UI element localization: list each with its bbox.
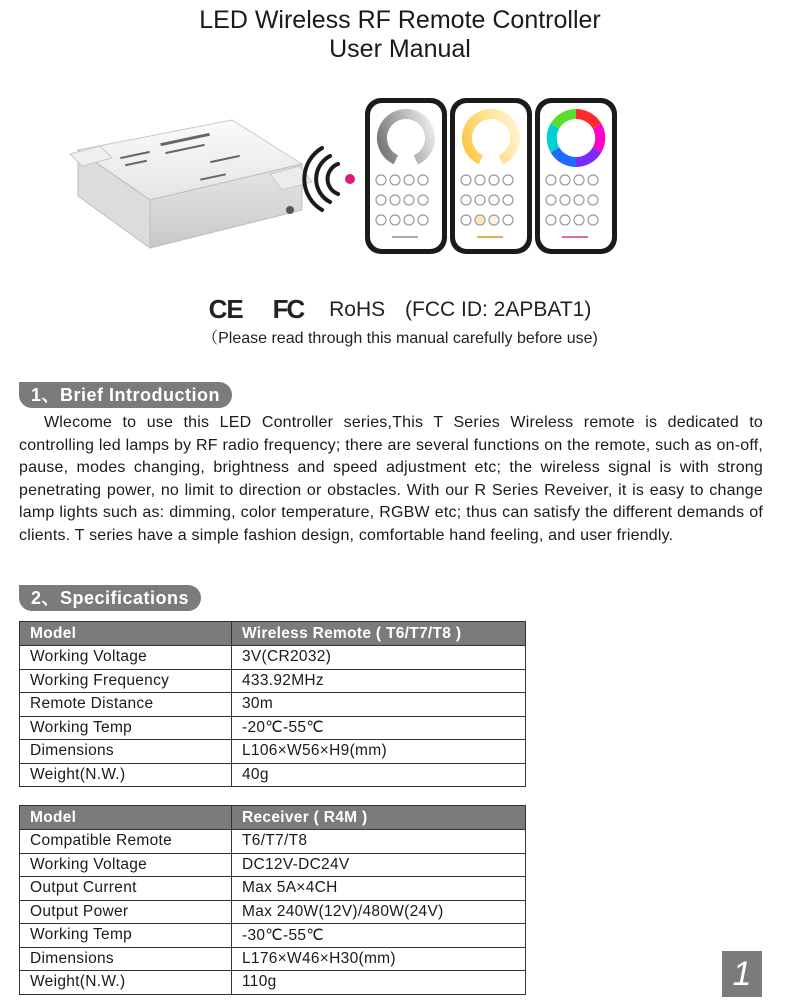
spec-label: Working Temp xyxy=(20,716,232,740)
table-row xyxy=(20,947,526,971)
spec-label: Output Power xyxy=(20,900,232,924)
spec-label: Working Temp xyxy=(20,924,232,948)
spec-value: Max 240W(12V)/480W(24V) xyxy=(232,900,526,924)
product-hero-image xyxy=(0,92,800,262)
spec-value: 3V(CR2032) xyxy=(232,646,526,670)
page-title xyxy=(0,6,800,64)
spec-value: -20℃-55℃ xyxy=(232,716,526,740)
table-row xyxy=(20,924,526,948)
spec-value: DC12V-DC24V xyxy=(232,853,526,877)
spec-label: Weight(N.W.) xyxy=(20,763,232,787)
spec-label: Remote Distance xyxy=(20,693,232,717)
certification-marks xyxy=(0,294,800,325)
spec-value: Max 5A×4CH xyxy=(232,877,526,901)
spec-label: Compatible Remote xyxy=(20,830,232,854)
table-row xyxy=(20,763,526,787)
table-row xyxy=(20,669,526,693)
table-header-row xyxy=(20,622,526,646)
table-header-cell: Receiver ( R4M ) xyxy=(232,806,526,830)
spec-label: Output Current xyxy=(20,877,232,901)
table-row xyxy=(20,693,526,717)
spec-label: Dimensions xyxy=(20,947,232,971)
table-header-cell: Wireless Remote ( T6/T7/T8 ) xyxy=(232,622,526,646)
spec-value: -30℃-55℃ xyxy=(232,924,526,948)
spec-label: Working Frequency xyxy=(20,669,232,693)
table-row xyxy=(20,971,526,995)
table-row xyxy=(20,877,526,901)
remote-spec-table xyxy=(19,621,526,787)
fc-mark: FC xyxy=(272,294,304,324)
spec-value: L106×W56×H9(mm) xyxy=(232,740,526,764)
spec-label: Working Voltage xyxy=(20,853,232,877)
table-row xyxy=(20,830,526,854)
led-receiver-box-icon xyxy=(70,120,312,248)
table-header-cell: Model xyxy=(20,622,232,646)
spec-label: Working Voltage xyxy=(20,646,232,670)
table-header-cell: Model xyxy=(20,806,232,830)
spec-value: T6/T7/T8 xyxy=(232,830,526,854)
product-illustration xyxy=(0,92,800,262)
remote-t8-icon xyxy=(535,98,617,254)
ce-mark: CE xyxy=(208,294,243,324)
spec-value: 30m xyxy=(232,693,526,717)
section-heading-introduction: 1、Brief Introduction xyxy=(19,382,232,408)
remote-t6-icon xyxy=(365,98,447,254)
rohs-mark: RoHS xyxy=(329,297,386,321)
title-line-2: User Manual xyxy=(329,35,471,63)
spec-value: 40g xyxy=(232,763,526,787)
remote-t7-icon xyxy=(450,98,532,254)
table-row xyxy=(20,740,526,764)
receiver-spec-table xyxy=(19,805,526,995)
read-manual-note: （Please read through this manual carefully before use) xyxy=(202,330,598,347)
section-heading-specifications: 2、Specifications xyxy=(19,585,201,611)
spec-value: 433.92MHz xyxy=(232,669,526,693)
introduction-paragraph: Wlecome to use this LED Controller series,This T Series Wireless remote is dedicated to controlling led lamps by RF radio frequency; there are several functions on the remote, such as on-off, pause, modes changing, brightness and speed adjustment etc; the wireless signal is with strong penetrating power, no limit to direction or obstacles. With our R Series Reveiver, it is easy to change lamp lights such as: dimming, color temperature, RGBW etc; thus can satisfy the different demands of clients. T series have a simple fashion design, comfortable hand feeling, and user friendly. xyxy=(19,414,763,544)
fcc-id: (FCC ID: 2APBAT1) xyxy=(405,297,592,321)
table-row xyxy=(20,646,526,670)
spec-label: Weight(N.W.) xyxy=(20,971,232,995)
spec-value: L176×W46×H30(mm) xyxy=(232,947,526,971)
table-header-row xyxy=(20,806,526,830)
spec-label: Dimensions xyxy=(20,740,232,764)
table-row xyxy=(20,900,526,924)
title-line-1: LED Wireless RF Remote Controller xyxy=(199,6,601,34)
page-number: 1 xyxy=(722,951,762,997)
table-row xyxy=(20,716,526,740)
wireless-signal-icon xyxy=(304,148,355,210)
spec-value: 110g xyxy=(232,971,526,995)
table-row xyxy=(20,853,526,877)
